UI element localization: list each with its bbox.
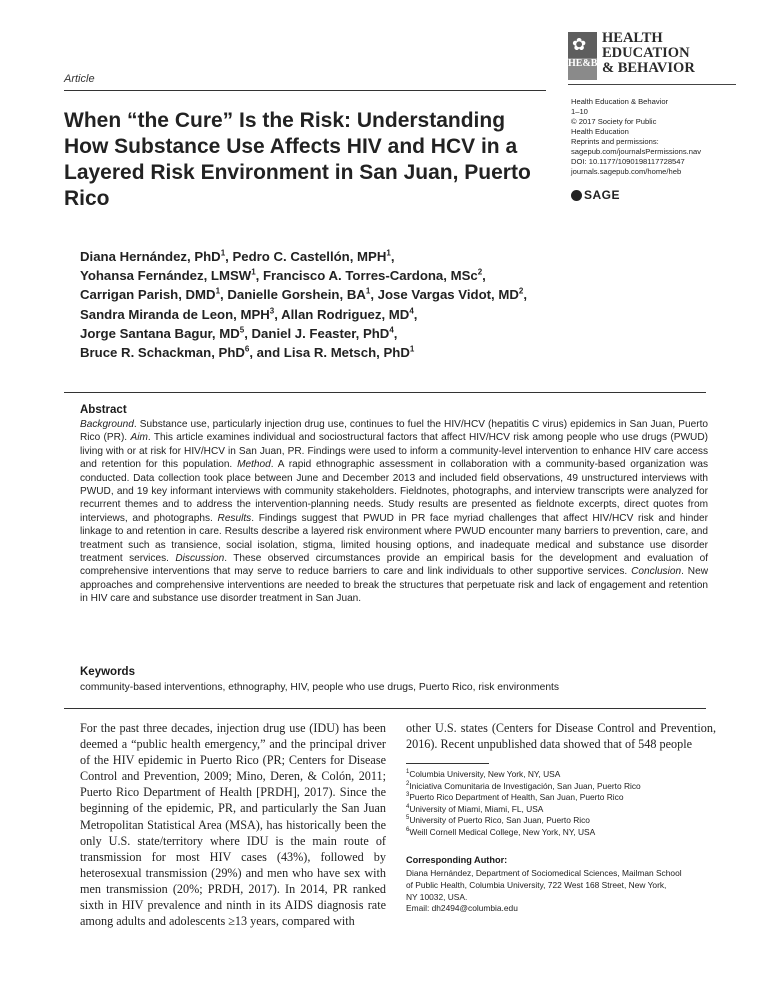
author-name: Bruce R. Schackman, PhD bbox=[80, 345, 245, 361]
affiliation-text: University of Miami, Miami, FL, USA bbox=[409, 803, 544, 814]
affiliation-marker: 1 bbox=[365, 287, 371, 297]
abstract-section-text: . A rapid ethnographic assessment in collaboration with a community-based organization was conducted. Data collection took place between June and December 2013 and included field observations, 49 unstructured interviews with PWUD, and 19 key informant interviews with community stakeholders. Fieldnotes, photographs, and interview transcripts were analyzed for recurrent themes and to address the intervention-planning needs. Study results are presented as fieldnote excerpts, direct quotes from interviews, and photographs. bbox=[80, 459, 708, 524]
corresponding-email-link[interactable]: Email: dh2494@columbia.edu bbox=[406, 903, 518, 914]
footnote-divider bbox=[406, 763, 489, 764]
body-divider bbox=[64, 708, 706, 709]
corresponding-line: NY 10032, USA. bbox=[406, 891, 468, 902]
journal-homepage-link[interactable]: journals.sagepub.com/home/heb bbox=[571, 167, 682, 176]
affiliation-marker: 1 bbox=[251, 267, 256, 277]
copyright-line: Health Education bbox=[571, 127, 629, 136]
affiliations-list bbox=[406, 769, 706, 839]
abstract-section-text: . This article examines individual and sociostructural factors that affect HIV/HCV risk among people who use drugs (PWUD) living with or at risk for HIV/HCV in San Juan, PR. Findings were used to inform a community-level intervention to enhance HIV care access and retention for this population. bbox=[80, 432, 708, 471]
journal-logo-initials: HE&B bbox=[568, 58, 598, 69]
body-text-left-column: For the past three decades, injection drug use (IDU) has been deemed a “public health emergency,” and the principal driver of the HIV epidemic in Puerto Rico (PR; Centers for Disease Control and Prevention, 2009; Mino, Deren, & Colón, 2011; Puerto Rico Department of Health [PRDH], 2017). Since the beginning of the epidemic, PR, and particularly the San Juan Metropolitan Statistical Area (MSA), has historically been the only U.S. state/territory where IDU is the main route of transmission for most HIV cases (43%), followed by heterosexual transmission (29%) and men who have sex with men transmission (20%; PRDH, 2017). In 2014, PR ranked sixth in HIV prevalence and ninth in its AIDS diagnosis rate among adults and adolescents ≥13 years, compared with bbox=[80, 721, 386, 929]
affiliation-number: 1 bbox=[406, 769, 410, 776]
corresponding-line: Diana Hernández, Department of Sociomedical Sciences, Mailman School bbox=[406, 868, 682, 878]
abstract-section-label: Method bbox=[237, 459, 271, 471]
author-line bbox=[80, 266, 620, 285]
affiliation-marker: 4 bbox=[409, 306, 414, 316]
affiliation-item bbox=[406, 815, 706, 827]
affiliation-marker: 2 bbox=[518, 287, 524, 297]
author-name: , bbox=[393, 325, 398, 341]
affiliation-marker: 2 bbox=[477, 267, 483, 277]
affiliation-marker: 1 bbox=[220, 248, 226, 258]
author-name: Jorge Santana Bagur, MD bbox=[80, 325, 240, 341]
journal-info bbox=[571, 97, 741, 177]
author-name: , bbox=[390, 249, 395, 264]
author-line bbox=[80, 343, 620, 362]
page-range: 1–10 bbox=[571, 107, 588, 116]
abstract-section-text: . Substance use, particularly injection drug use, continues to fuel the HIV/HCV (hepatitis C virus) epidemics in San Juan, Puerto Rico (PR). bbox=[80, 419, 708, 444]
affiliation-text: Columbia University, New York, NY, USA bbox=[409, 769, 561, 779]
author-line bbox=[80, 247, 620, 266]
author-name: , bbox=[523, 287, 527, 303]
author-name: , Daniel J. Feaster, PhD bbox=[244, 325, 390, 341]
corresponding-author-heading: Corresponding Author: bbox=[406, 855, 508, 865]
sage-circle-icon bbox=[571, 190, 582, 201]
author-line bbox=[80, 305, 620, 324]
author-line bbox=[80, 285, 620, 304]
affiliation-item bbox=[406, 792, 706, 804]
article-title: When “the Cure” Is the Risk: Understanding How Substance Use Affects HIV and HCV in a Layered Risk Environment in San Juan, Puerto Rico bbox=[64, 109, 531, 210]
affiliation-marker: 1 bbox=[215, 287, 221, 297]
affiliation-text: Iniciativa Comunitaria de Investigación, San Juan, Puerto Rico bbox=[409, 780, 641, 791]
journal-name: Health Education & Behavior bbox=[571, 97, 669, 106]
abstract-section-label: Conclusion bbox=[631, 566, 682, 578]
author-name: , bbox=[482, 268, 486, 284]
abstract-section-label: Results bbox=[217, 512, 252, 524]
logo-line: HEALTH bbox=[602, 30, 663, 46]
abstract-divider bbox=[64, 392, 706, 393]
affiliation-item bbox=[406, 827, 706, 839]
journal-logo-text bbox=[602, 31, 742, 76]
affiliation-item bbox=[406, 804, 706, 816]
logo-line: & BEHAVIOR bbox=[602, 60, 695, 76]
affiliation-item bbox=[406, 769, 706, 781]
author-name: , Pedro C. Castellón, MPH bbox=[225, 249, 387, 264]
affiliation-text: Puerto Rico Department of Health, San Juan, Puerto Rico bbox=[409, 792, 624, 803]
corresponding-line: of Public Health, Columbia University, 722 West 168 Street, New York, bbox=[406, 879, 667, 890]
logo-emblem-icon: ✿ bbox=[572, 35, 587, 55]
affiliation-number: 3 bbox=[406, 792, 410, 799]
abstract-heading: Abstract bbox=[80, 404, 127, 416]
author-name: Yohansa Fernández, LMSW bbox=[80, 268, 252, 284]
logo-line: EDUCATION bbox=[602, 45, 690, 61]
author-name: Diana Hernández, PhD bbox=[80, 249, 221, 264]
author-name: , and Lisa R. Metsch, PhD bbox=[249, 345, 410, 361]
affiliation-marker: 6 bbox=[244, 344, 250, 354]
author-name: Sandra Miranda de Leon, MPH bbox=[80, 306, 270, 322]
affiliation-number: 6 bbox=[406, 827, 410, 834]
author-name: , Francisco A. Torres-Cardona, MSc bbox=[255, 268, 478, 284]
abstract-section-label: Background bbox=[80, 419, 134, 430]
permissions-link[interactable]: sagepub.com/journalsPermissions.nav bbox=[571, 147, 702, 156]
author-name: , bbox=[413, 306, 418, 322]
author-name: , Danielle Gorshein, BA bbox=[220, 287, 366, 303]
author-line bbox=[80, 324, 620, 343]
logo-divider bbox=[568, 84, 736, 85]
keywords-text: community-based interventions, ethnography, HIV, people who use drugs, Puerto Rico, risk environments bbox=[80, 682, 560, 693]
keywords-heading: Keywords bbox=[80, 666, 135, 678]
journal-logo-mark bbox=[568, 32, 597, 80]
abstract-section-text: . Findings suggest that PWUD in PR face myriad challenges that affect HIV/HCV risk and hinder linkage to and retention in care. Results describe a layered risk environment where PWUD encounter many barriers to prevention, care, and treatment such as transience, social isolation, stigma, limited housing options, and inadequate medical and substance use disorder treatment services. bbox=[80, 512, 708, 565]
publisher-name: SAGE bbox=[584, 188, 621, 202]
abstract-section-text: . New approaches and comprehensive interventions are needed to break the structures that perpetuate risk and lack of engagement and retention in HIV care and substance use disorder treatment in San Juan. bbox=[80, 566, 708, 605]
header-divider bbox=[64, 90, 546, 91]
abstract-section-label: Discussion bbox=[175, 553, 225, 565]
affiliation-marker: 5 bbox=[239, 325, 245, 335]
abstract-section-text: . These observed circumstances provide an empirical basis for the development and evaluation of comprehensive interventions that may serve to reduce barriers to care and link individuals to other supportive services. bbox=[80, 553, 708, 578]
affiliation-item bbox=[406, 781, 706, 793]
reprints-line: Reprints and permissions: bbox=[571, 137, 659, 146]
affiliation-marker: 4 bbox=[389, 325, 394, 335]
affiliation-number: 5 bbox=[406, 815, 410, 822]
affiliation-marker: 3 bbox=[269, 306, 275, 316]
doi-link[interactable]: DOI: 10.1177/1090198117728547 bbox=[571, 157, 685, 166]
affiliation-number: 4 bbox=[406, 803, 410, 810]
affiliation-number: 2 bbox=[406, 780, 410, 787]
copyright-line: © 2017 Society for Public bbox=[571, 117, 657, 126]
affiliation-marker: 1 bbox=[409, 344, 415, 354]
affiliation-text: University of Puerto Rico, San Juan, Puerto Rico bbox=[409, 815, 590, 826]
author-list bbox=[80, 247, 620, 362]
corresponding-author-details bbox=[406, 868, 706, 915]
author-name: , Jose Vargas Vidot, MD bbox=[370, 287, 519, 303]
publisher-logo bbox=[571, 188, 620, 202]
abstract-section-label: Aim bbox=[130, 432, 148, 444]
article-type-label: Article bbox=[64, 73, 95, 85]
affiliation-marker: 1 bbox=[386, 248, 391, 258]
author-name: , Allan Rodriguez, MD bbox=[274, 306, 410, 322]
author-name: Carrigan Parish, DMD bbox=[80, 287, 216, 303]
body-text-right-column: other U.S. states (Centers for Disease Control and Prevention, 2016). Recent unpublished data showed that of 548 people bbox=[406, 721, 716, 752]
abstract-text bbox=[80, 418, 708, 606]
affiliation-text: Weill Cornell Medical College, New York, NY, USA bbox=[409, 826, 596, 837]
